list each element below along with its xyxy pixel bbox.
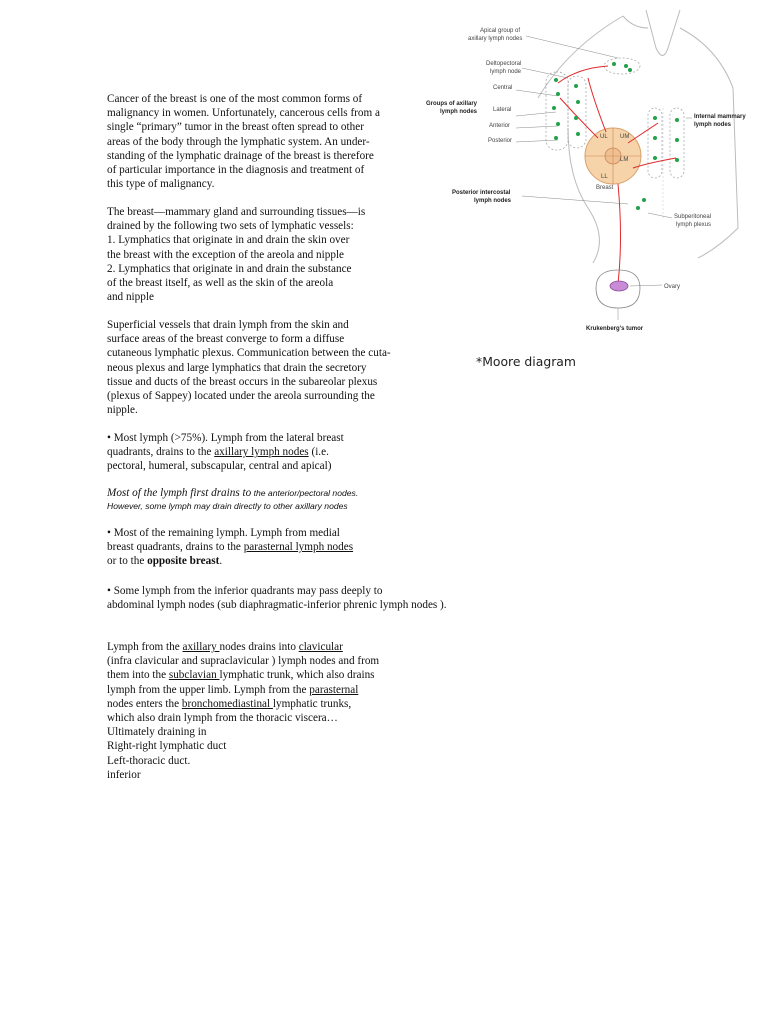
most-lymph-line <box>107 445 344 459</box>
label-groups-1: Groups of axillary <box>426 101 478 107</box>
label-anterior: Anterior <box>489 123 511 129</box>
lymph-node <box>554 136 558 140</box>
italic-rest: the anterior/pectoral nodes. <box>251 488 359 498</box>
most-lymph-bullet <box>107 431 344 474</box>
label-deltopectoral-2: lymph node <box>490 69 522 75</box>
label-ovary: Ovary <box>664 284 681 290</box>
remaining-line: • Most of the remaining lymph. Lymph from medial <box>107 527 340 539</box>
leader-line <box>516 140 558 142</box>
axillary-lymph-nodes-term: axillary lymph nodes <box>214 446 309 459</box>
final-line <box>107 683 379 697</box>
lymph-node <box>552 106 556 110</box>
text-run: (i.e. <box>308 446 329 459</box>
apical-node-group <box>604 58 640 74</box>
intro-line: single “primary” tumor in the breast often spread to other <box>107 121 364 134</box>
intro-line: Cancer of the breast is one of the most common forms of <box>107 93 363 105</box>
lymph-node <box>653 136 657 140</box>
most-lymph-line: • Most lymph (>75%). Lymph from the lateral breast <box>107 432 344 444</box>
lymph-vessel <box>628 123 658 143</box>
lymph-node <box>675 138 679 142</box>
drainage-sets-paragraph <box>107 205 365 304</box>
label-lateral: Lateral <box>493 107 512 113</box>
lymph-node <box>612 62 616 66</box>
body-outline <box>538 16 648 98</box>
inferior-quadrant-bullet <box>107 584 447 612</box>
text-run: breast quadrants, drains to the <box>107 541 244 554</box>
drainage-line: drained by the following two sets of lymphatic vessels: <box>107 220 354 233</box>
text-run: . <box>219 555 223 568</box>
lymph-node <box>576 132 580 136</box>
quadrant-lm-label: LM <box>620 157 629 163</box>
intro-paragraph <box>107 92 380 191</box>
leader-line <box>522 68 568 78</box>
superficial-line: surface areas of the breast converge to form a diffuse <box>107 333 345 346</box>
lymph-node <box>653 156 657 160</box>
intro-line: areas of the body through the lymphatic system. An under- <box>107 135 370 148</box>
leader-line <box>630 285 662 286</box>
drainage-line: The breast—mammary gland and surrounding tissues—is <box>107 206 366 218</box>
final-line: inferior <box>107 768 141 781</box>
final-line: Left-thoracic duct. <box>107 754 191 767</box>
text-run: nodes drains into <box>219 641 299 653</box>
quadrant-um-label: UM <box>620 134 630 140</box>
text-run: lymphatic trunk, which also drains <box>219 669 375 682</box>
lymph-node <box>576 100 580 104</box>
label-subperitoneal-2: lymph plexus <box>676 222 712 228</box>
drainage-line: the breast with the exception of the areola and nipple <box>107 248 345 261</box>
superficial-paragraph <box>107 318 391 417</box>
label-internal-mammary-1: Internal mammary <box>694 114 746 120</box>
quadrant-ll-label: LL <box>601 174 608 180</box>
lymph-node <box>556 92 560 96</box>
label-apical-2: axillary lymph nodes <box>468 36 523 42</box>
parasternal-term: parasternal <box>309 683 359 696</box>
remaining-line <box>107 554 353 568</box>
parasternal-lymph-nodes-term: parasternal lymph nodes <box>243 541 354 554</box>
drainage-line: and nipple <box>107 291 154 304</box>
label-groups-2: lymph nodes <box>440 109 478 115</box>
opposite-breast-term: opposite breast <box>147 555 220 568</box>
diagram-caption: *Moore diagram <box>476 354 576 369</box>
lymph-node <box>556 122 560 126</box>
label-central: Central <box>493 85 513 91</box>
clavicular-term: clavicular <box>298 641 343 653</box>
inferior-line: • Some lymph from the inferior quadrants may pass deeply to <box>107 585 383 597</box>
label-breast: Breast <box>596 185 614 191</box>
lymph-node <box>624 64 628 68</box>
label-posterior-intercostal-1: Posterior intercostal <box>452 190 511 196</box>
text-run: Lymph from the <box>107 641 183 653</box>
lymph-node <box>653 116 657 120</box>
drainage-line: of the breast itself, as well as the skin of the areola <box>107 277 334 290</box>
final-line <box>107 697 379 711</box>
superficial-line: nipple. <box>107 404 138 417</box>
bronchomediastinal-term: bronchomediastinal <box>181 697 273 710</box>
label-subperitoneal-1: Subperitoneal <box>674 214 712 220</box>
final-line <box>107 640 379 654</box>
final-line: Right-right lymphatic duct <box>107 740 227 753</box>
ovary-shape <box>610 281 628 291</box>
lymph-node <box>675 158 679 162</box>
label-internal-mammary-2: lymph nodes <box>694 122 732 128</box>
label-apical-1: Apical group of <box>480 28 521 34</box>
remaining-line <box>107 540 353 554</box>
remaining-lymph-bullet <box>107 526 353 569</box>
superficial-line: (plexus of Sappey) located under the areola surrounding the <box>107 390 375 403</box>
intro-line: malignancy in women. Unfortunately, cancerous cells from a <box>107 107 380 120</box>
lymph-node <box>636 206 640 210</box>
lymphatic-drainage-diagram <box>418 8 768 346</box>
text-run: nodes enters the <box>107 697 182 710</box>
superficial-line: Superficial vessels that drain lymph from the skin and <box>107 319 349 331</box>
drainage-line: 1. Lymphatics that originate in and drain the skin over <box>107 234 350 247</box>
final-paragraph <box>107 640 379 782</box>
italic-note-line2: However, some lymph may drain directly to other axillary nodes <box>107 501 348 511</box>
lymph-node <box>628 68 632 72</box>
final-line: (infra clavicular and supraclavicular ) lymph nodes and from <box>107 655 380 668</box>
subclavian-term: subclavian <box>168 669 220 682</box>
leader-line <box>516 112 556 116</box>
text-run: them into the <box>107 669 169 682</box>
text-run: lymphatic trunks, <box>272 697 352 710</box>
label-posterior-intercostal-2: lymph nodes <box>474 198 512 204</box>
lymph-vessel <box>560 98 598 138</box>
label-krukenberg: Krukenberg's tumor <box>586 326 644 332</box>
leader-line <box>648 213 672 218</box>
italic-lead: Most of the lymph first drains to <box>107 487 252 499</box>
lymph-node <box>574 84 578 88</box>
neck-outline <box>646 10 680 56</box>
superficial-line: cutaneous lymphatic plexus. Communication between the cuta- <box>107 347 391 360</box>
text-run: lymph from the upper limb. Lymph from the <box>107 683 310 696</box>
lymph-vessel <box>588 78 606 132</box>
lymph-node <box>642 198 646 202</box>
leader-line <box>516 126 558 128</box>
lymph-node <box>675 118 679 122</box>
lymph-node <box>554 78 558 82</box>
label-posterior: Posterior <box>488 138 513 144</box>
axillary-term: axillary <box>182 641 220 653</box>
text-run: or to the <box>107 555 148 568</box>
inferior-line: abdominal lymph nodes (sub diaphragmatic-inferior phrenic lymph nodes ). <box>107 599 447 612</box>
text-run: quadrants, drains to the <box>107 446 215 459</box>
italic-note <box>107 487 358 513</box>
final-line: which also drain lymph from the thoracic viscera… <box>107 712 338 725</box>
final-line: Ultimately draining in <box>107 726 207 739</box>
intro-line: this type of malignancy. <box>107 178 215 191</box>
intro-line: of particular importance in the diagnosis and treatment of <box>107 164 365 177</box>
leader-line <box>522 196 628 204</box>
leader-line <box>516 90 558 96</box>
lymph-vessel <box>618 184 621 284</box>
italic-note-line <box>107 487 358 500</box>
superficial-line: tissue and ducts of the breast occurs in the subareolar plexus <box>107 375 378 388</box>
drainage-line: 2. Lymphatics that originate in and drain the substance <box>107 262 352 275</box>
lymph-node <box>574 116 578 120</box>
intro-line: standing of the lymphatic drainage of the breast is therefore <box>107 149 374 162</box>
most-lymph-line: pectoral, humeral, subscapular, central and apical) <box>107 460 332 473</box>
final-line <box>107 668 379 682</box>
label-deltopectoral-1: Deltopectoral <box>486 61 522 67</box>
quadrant-ul-label: UL <box>600 134 608 140</box>
superficial-line: neous plexus and large lymphatics that drain the secretory <box>107 361 367 374</box>
lymph-vessel <box>558 66 608 83</box>
